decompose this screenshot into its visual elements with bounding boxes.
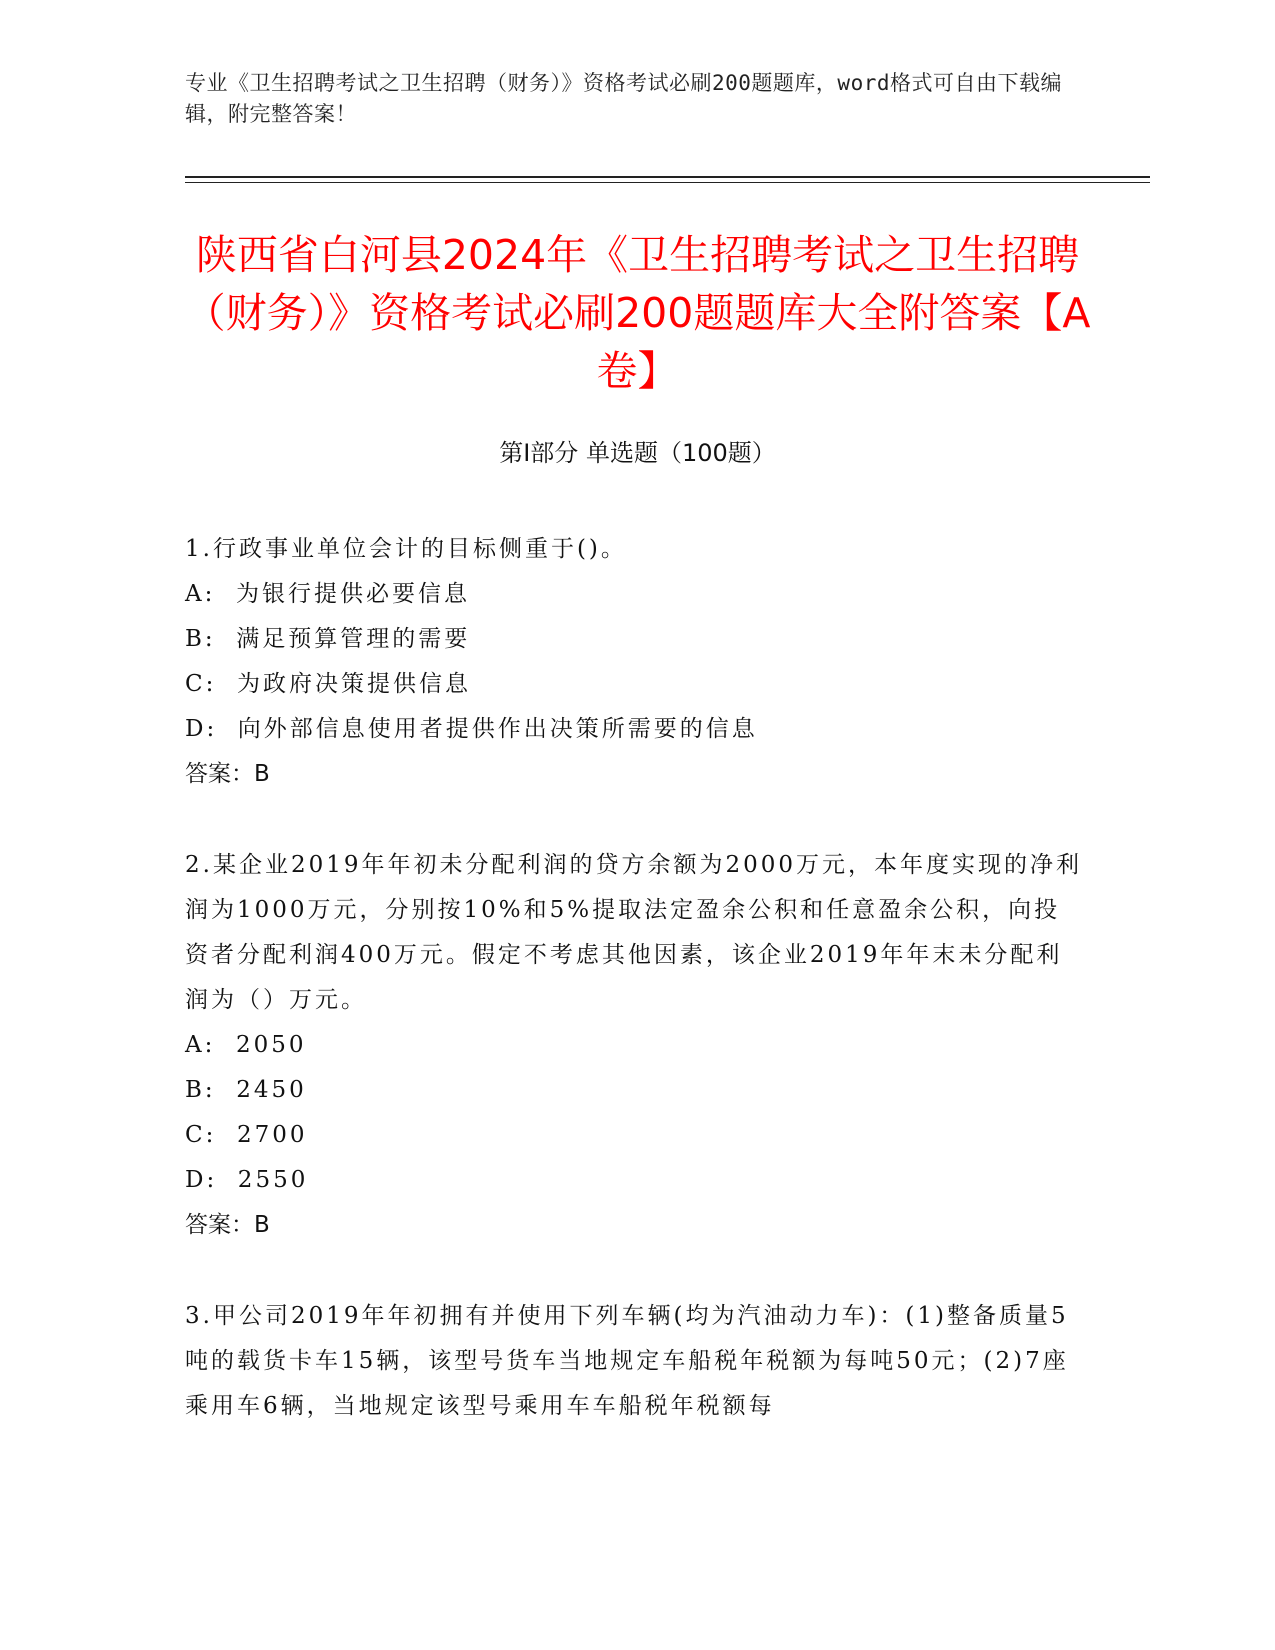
question-answer: 答案：B bbox=[185, 761, 270, 787]
section-title: 第Ⅰ部分 单选题（100题） bbox=[499, 439, 776, 467]
header-divider-thin bbox=[185, 182, 1150, 183]
question-item bbox=[185, 527, 1085, 797]
question-option: C: 为政府决策提供信息 bbox=[185, 671, 471, 697]
question-stem: 3.甲公司2019年年初拥有并使用下列车辆(均为汽油动力车)：(1)整备质量5吨的载货卡车15辆，该型号货车当地规定车船税年税额为每吨50元；(2)7座乘用车6辆，当地规定该型号乘用车车船税年税额每 bbox=[185, 1303, 1069, 1419]
question-list bbox=[185, 527, 1085, 1475]
question-answer: 答案：B bbox=[185, 1212, 270, 1238]
question-item bbox=[185, 843, 1085, 1248]
question-item bbox=[185, 1294, 1085, 1429]
header-note: 专业《卫生招聘考试之卫生招聘（财务）》资格考试必刷200题题库，word格式可自由下载编辑，附完整答案！ bbox=[185, 71, 1062, 126]
question-option: C: 2700 bbox=[185, 1122, 308, 1148]
question-option: A: 2050 bbox=[185, 1032, 307, 1058]
question-option: D: 2550 bbox=[185, 1167, 309, 1193]
question-stem: 2.某企业2019年年初未分配利润的贷方余额为2000万元，本年度实现的净利润为1000万元，分别按10%和5%提取法定盈余公积和任意盈余公积，向投资者分配利润400万元。假定不考虑其他因素，该企业2019年年末未分配利润为（）万元。 bbox=[185, 852, 1083, 1013]
document-title: 陕西省白河县2024年《卫生招聘考试之卫生招聘（财务）》资格考试必刷200题题库大全附答案【A卷】 bbox=[184, 231, 1091, 395]
question-option: D: 向外部信息使用者提供作出决策所需要的信息 bbox=[185, 716, 758, 742]
question-option: A: 为银行提供必要信息 bbox=[185, 581, 470, 607]
question-option: B: 满足预算管理的需要 bbox=[185, 626, 471, 652]
header-divider-thick bbox=[185, 176, 1150, 178]
question-option: B: 2450 bbox=[185, 1077, 307, 1103]
question-stem: 1.行政事业单位会计的目标侧重于()。 bbox=[185, 536, 627, 562]
